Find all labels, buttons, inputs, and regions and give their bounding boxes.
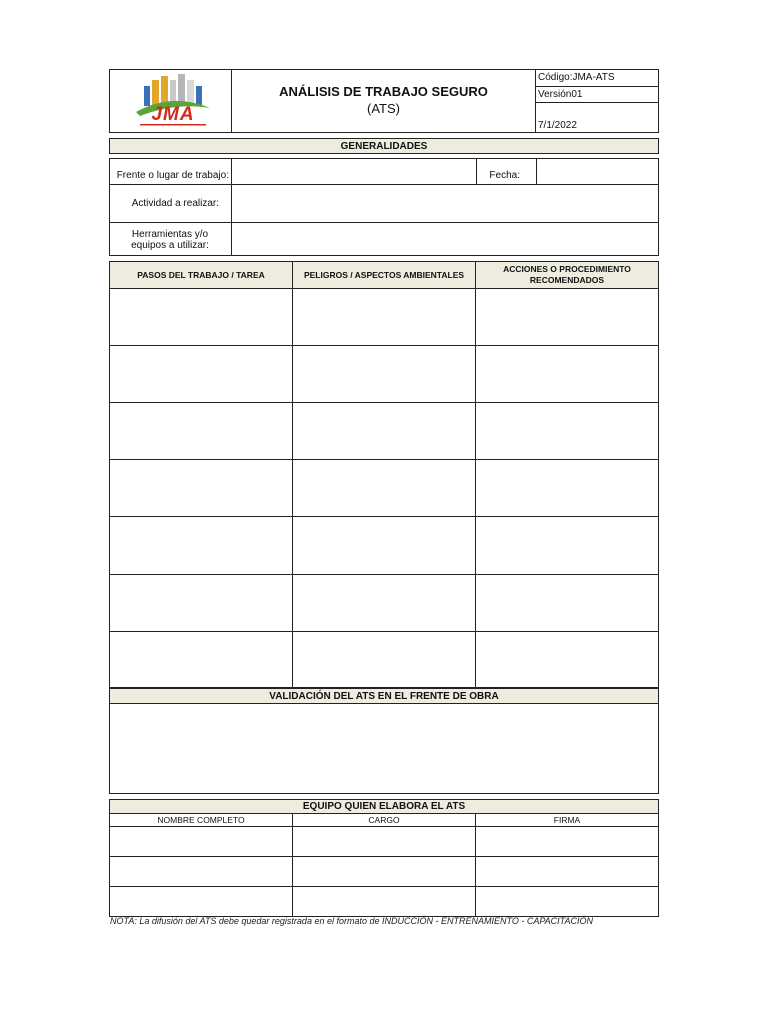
task-cell-peligros[interactable] — [293, 289, 475, 345]
task-cell-peligros[interactable] — [293, 632, 475, 688]
equipo-cell-firma[interactable] — [476, 887, 658, 916]
equipo-cell-firma[interactable] — [476, 827, 658, 856]
frente-label: Frente o lugar de trabajo: — [116, 169, 229, 181]
equipo-cell-nombre[interactable] — [110, 887, 292, 916]
validacion-area[interactable] — [109, 703, 659, 794]
task-cell-pasos[interactable] — [110, 346, 292, 402]
equipo-col-firma: FIRMA — [553, 815, 581, 825]
doc-code: Código:JMA-ATS — [538, 72, 615, 83]
task-cell-peligros[interactable] — [293, 460, 475, 516]
herramientas-label: Herramientas y/o equipos a utilizar: — [131, 229, 209, 251]
equipo-col-cargo: CARGO — [368, 815, 400, 825]
equipo-col-nombre: NOMBRE COMPLETO — [157, 815, 245, 825]
task-cell-pasos[interactable] — [110, 632, 292, 688]
task-cell-acciones[interactable] — [476, 575, 658, 631]
company-logo — [132, 72, 214, 130]
task-cell-pasos[interactable] — [110, 517, 292, 574]
actividad-label: Actividad a realizar: — [131, 198, 219, 209]
task-cell-acciones[interactable] — [476, 289, 658, 345]
footer-note: NOTA: La difusión del ATS debe quedar registrada en el formato de INDUCCIÓN - ENTRENAMIENTO - CAPACITACIÓN — [110, 916, 593, 926]
equipo-cell-nombre[interactable] — [110, 827, 292, 856]
task-cell-pasos[interactable] — [110, 403, 292, 459]
header-meta-line-2 — [535, 102, 659, 103]
logo-text: JMA — [151, 104, 195, 125]
equipo-cell-cargo[interactable] — [293, 827, 475, 856]
page-subtitle: (ATS) — [367, 100, 400, 116]
equipo-cell-cargo[interactable] — [293, 887, 475, 916]
equipo-cell-nombre[interactable] — [110, 857, 292, 886]
task-cell-peligros[interactable] — [293, 575, 475, 631]
actividad-input[interactable] — [232, 185, 658, 222]
task-cell-acciones[interactable] — [476, 346, 658, 402]
doc-date: 7/1/2022 — [538, 120, 577, 131]
header-divider-2 — [535, 69, 536, 133]
equipo-cell-firma[interactable] — [476, 857, 658, 886]
task-cell-peligros[interactable] — [293, 346, 475, 402]
generalidades-heading: GENERALIDADES — [109, 138, 659, 154]
task-cell-pasos[interactable] — [110, 575, 292, 631]
doc-version: Versión01 — [538, 89, 583, 100]
tasks-col-pasos: PASOS DEL TRABAJO / TAREA — [137, 270, 265, 280]
tasks-col-acciones: ACCIONES O PROCEDIMIENTO RECOMENDADOS — [503, 264, 631, 285]
herramientas-input[interactable] — [232, 223, 658, 256]
frente-input[interactable] — [232, 159, 476, 184]
task-cell-acciones[interactable] — [476, 632, 658, 688]
task-cell-peligros[interactable] — [293, 517, 475, 574]
equipo-heading: EQUIPO QUIEN ELABORA EL ATS — [109, 799, 659, 814]
tasks-col-peligros: PELIGROS / ASPECTOS AMBIENTALES — [303, 270, 465, 280]
equipo-cell-cargo[interactable] — [293, 857, 475, 886]
task-cell-pasos[interactable] — [110, 289, 292, 345]
task-cell-acciones[interactable] — [476, 517, 658, 574]
task-cell-peligros[interactable] — [293, 403, 475, 459]
fecha-input[interactable] — [537, 159, 658, 184]
page-title: ANÁLISIS DE TRABAJO SEGURO — [279, 83, 488, 99]
fecha-label: Fecha: — [489, 169, 520, 181]
task-cell-acciones[interactable] — [476, 403, 658, 459]
task-cell-pasos[interactable] — [110, 460, 292, 516]
validacion-heading: VALIDACIÓN DEL ATS EN EL FRENTE DE OBRA — [109, 688, 659, 704]
task-cell-acciones[interactable] — [476, 460, 658, 516]
header-meta-line-1 — [535, 86, 659, 87]
